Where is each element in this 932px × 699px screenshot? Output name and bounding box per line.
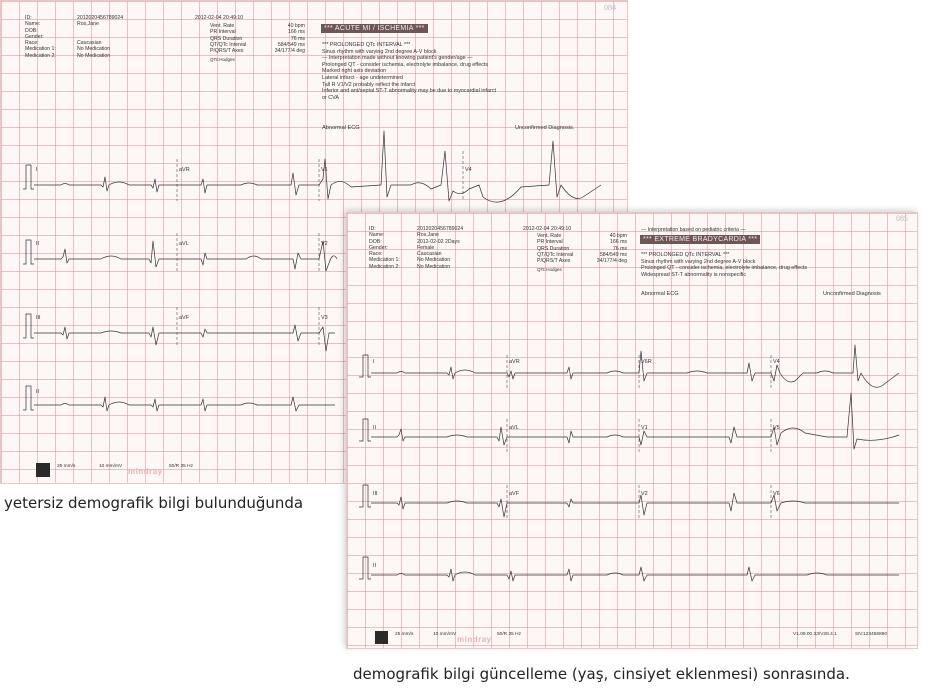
lead-label-aVR: aVR xyxy=(179,167,190,173)
print-marker xyxy=(36,463,50,477)
lead-label-V2: V2 xyxy=(321,241,328,247)
label-race: Race: xyxy=(25,40,39,47)
measure-label: PR Interval xyxy=(537,239,563,246)
measure-value: 34/177/4 deg xyxy=(596,258,627,265)
trace-row-4 xyxy=(34,397,335,411)
value-name: Ros,Jane xyxy=(417,232,439,239)
lead-label-II: II xyxy=(36,241,40,247)
label-med1: Medication 1: xyxy=(369,257,400,264)
label-gender: Gender: xyxy=(369,244,388,251)
footer-filter: 50/R 35 Hz xyxy=(169,464,193,469)
measure-value: 34/177/4 deg xyxy=(274,48,305,55)
footer-speed: 25 mm/s xyxy=(57,464,76,469)
ecg-traces xyxy=(347,213,917,648)
lead-label-II: II xyxy=(373,425,377,431)
caption-after: demografik bilgi güncelleme (yaş, cinsiyet eklenmesi) sonrasında. xyxy=(353,665,850,683)
measure-value: 76 ms xyxy=(290,35,305,42)
value-race: Caucasian xyxy=(77,40,102,47)
calibration-pulse xyxy=(23,314,34,338)
page-number: 084 xyxy=(604,3,616,12)
value-id: 201202045678902​4 xyxy=(417,226,464,232)
brand-logo: mindray xyxy=(128,467,163,476)
trace-row-2 xyxy=(371,393,899,449)
measure-value: 40 bpm xyxy=(287,23,305,29)
caption-before: yetersiz demografik bilgi bulunduğunda xyxy=(4,494,304,512)
label-id: ID: xyxy=(369,226,376,232)
measure-value: 76 ms xyxy=(612,245,627,252)
footer-filter: 50/R 35 Hz xyxy=(497,632,521,637)
value-med1: No Medication xyxy=(77,46,111,53)
measure-value: 584/549 ms xyxy=(277,41,305,48)
measure-label: Vent. Rate xyxy=(537,233,562,239)
value-name: Ros,Jane xyxy=(77,21,99,28)
label-race: Race: xyxy=(369,251,383,258)
interpretation-line: Prolonged QT - consider ischemia, electrolyte imbalance, drug effects xyxy=(641,265,808,272)
trace-row-3 xyxy=(34,325,335,351)
measure-value: 40 bpm xyxy=(609,233,627,239)
lead-label-aVF: aVF xyxy=(179,315,190,321)
calibration-pulse xyxy=(359,485,371,507)
ecg-report-after xyxy=(346,212,918,649)
footer-gain: 10 mm/mV xyxy=(433,632,457,637)
lead-label-V4: V4 xyxy=(465,167,472,173)
interpretation-line: Inferior and ant/septal ST-T abnormality may be due to myocardial infarct xyxy=(322,88,496,95)
interpretation-line: — Interpretation made without knowing patient's gender/age — xyxy=(322,55,473,62)
measure-value: 584/549 ms xyxy=(599,251,627,258)
measure-label: P/QRS/T Axes xyxy=(537,258,571,265)
label-name: Name: xyxy=(25,21,41,28)
measure-label: QRS Duration xyxy=(537,245,570,252)
abnormal-ecg-label: Abnormal ECG xyxy=(322,125,360,131)
lead-label-I: I xyxy=(36,167,38,173)
lead-label-V1: V1 xyxy=(641,425,648,431)
calibration-pulse xyxy=(359,419,371,441)
unconfirmed-label: Unconfirmed Diagnosis. xyxy=(515,125,575,131)
lead-label-V2: V2 xyxy=(641,491,648,497)
calibration-pulse xyxy=(23,240,34,264)
footer-gain: 10 mm/mV xyxy=(99,464,123,469)
diagnosis-banner: *** ACUTE MI / ISCHEMIA *** xyxy=(321,24,428,33)
exam-datetime: 2012-02-04 20:49:10 xyxy=(195,15,244,21)
trace-row-1 xyxy=(34,131,601,202)
value-med2: No Medication xyxy=(77,52,111,59)
footer-speed: 25 mm/s xyxy=(395,632,414,637)
lead-label-V5: V5 xyxy=(773,425,780,431)
measure-value: 166 ms xyxy=(609,239,627,246)
value-id: 201202045678902​4 xyxy=(77,15,124,21)
interpretation-line: Prolonged QT - consider ischemia, electrolyte imbalance, drug effects xyxy=(322,61,489,68)
lead-label-II-rhythm: II xyxy=(373,563,377,569)
print-marker xyxy=(375,631,388,644)
pediatric-criteria-note: — Interpretation based on pediatric criteria — xyxy=(641,227,746,233)
trace-row-1 xyxy=(371,345,899,387)
unconfirmed-label: Unconfirmed Diagnosis xyxy=(823,291,881,297)
footer-device-version: V1.09.00.33/V28.4.1 xyxy=(793,632,837,637)
value-dob: 2012-02-02 2Days xyxy=(417,238,460,245)
measure-label: Vent. Rate xyxy=(210,23,235,29)
calibration-pulse xyxy=(23,165,34,189)
interpretation-line: Marked right axis deviation xyxy=(322,68,387,75)
calibration-pulse xyxy=(23,386,34,410)
label-name: Name: xyxy=(369,232,385,239)
lead-label-V4: V4 xyxy=(773,359,780,365)
measure-label: QRS Duration xyxy=(210,35,243,42)
lead-label-aVR: aVR xyxy=(509,359,520,365)
value-race: Caucasian xyxy=(417,251,442,258)
interpretation-line: *** PROLONGED QTc INTERVAL *** xyxy=(322,42,411,48)
exam-datetime: 2012-02-04 20:49:10 xyxy=(523,226,572,232)
lead-label-III: III xyxy=(373,491,378,497)
interpretation-line: Tall R V1/V2 probably reflect the infarct xyxy=(322,81,416,88)
qtc-method: QTc:Hodges xyxy=(537,267,562,273)
interpretation-line: Sinus rhythm with varying 2nd degree A-V block xyxy=(641,258,756,265)
page-number: 085 xyxy=(896,214,908,223)
calibration-pulse xyxy=(359,355,371,377)
label-dob: DOB: xyxy=(25,27,38,34)
lead-label-aVF: aVF xyxy=(509,491,520,497)
interpretation-line: Sinus rhythm with varying 2nd degree A-V block xyxy=(322,48,437,55)
abnormal-ecg-label: Abnormal ECG xyxy=(641,291,679,297)
value-med2: No Medication xyxy=(417,263,451,270)
lead-label-V3: V3 xyxy=(321,315,328,321)
lead-label-V6R: V6R xyxy=(641,359,652,365)
label-gender: Gender: xyxy=(25,33,44,40)
label-id: ID: xyxy=(25,15,32,21)
measure-label: QT/QTc Interval xyxy=(210,41,247,48)
lead-label-aVL: aVL xyxy=(509,425,519,431)
measure-label: QT/QTc Interval xyxy=(537,251,574,258)
interpretation-line: Widespread ST-T abnormality is nonspecific xyxy=(641,271,747,278)
value-gender: Female xyxy=(417,244,435,251)
lead-label-V6: V6 xyxy=(773,491,780,497)
lead-label-I: I xyxy=(373,359,375,365)
measure-value: 166 ms xyxy=(287,29,305,36)
footer-serial: SN:123456890 xyxy=(855,632,888,637)
lead-label-II-rhythm: II xyxy=(36,389,40,395)
value-med1: No Medication xyxy=(417,257,451,264)
trace-row-3 xyxy=(371,493,899,517)
label-med2: Medication 2: xyxy=(25,52,56,59)
label-dob: DOB: xyxy=(369,238,382,245)
lead-label-aVL: aVL xyxy=(179,241,189,247)
interpretation-line: *** PROLONGED QTc INTERVAL *** xyxy=(641,252,730,258)
measure-label: PR Interval xyxy=(210,29,236,36)
measure-label: P/QRS/T Axes xyxy=(210,48,244,55)
label-med2: Medication 2: xyxy=(369,263,400,270)
lead-label-III: III xyxy=(36,315,41,321)
lead-label-V1: V1 xyxy=(321,167,328,173)
label-med1: Medication 1: xyxy=(25,46,56,53)
diagnosis-banner: *** EXTREME BRADYCARDIA *** xyxy=(640,235,760,244)
trace-row-4 xyxy=(371,567,899,581)
interpretation-line: or CVA xyxy=(322,94,339,101)
brand-logo: mindray xyxy=(457,635,492,644)
calibration-pulse xyxy=(359,557,371,579)
interpretation-line: Lateral infarct - age undetermined xyxy=(322,74,403,81)
qtc-method: QTc:Hodges xyxy=(210,57,235,63)
